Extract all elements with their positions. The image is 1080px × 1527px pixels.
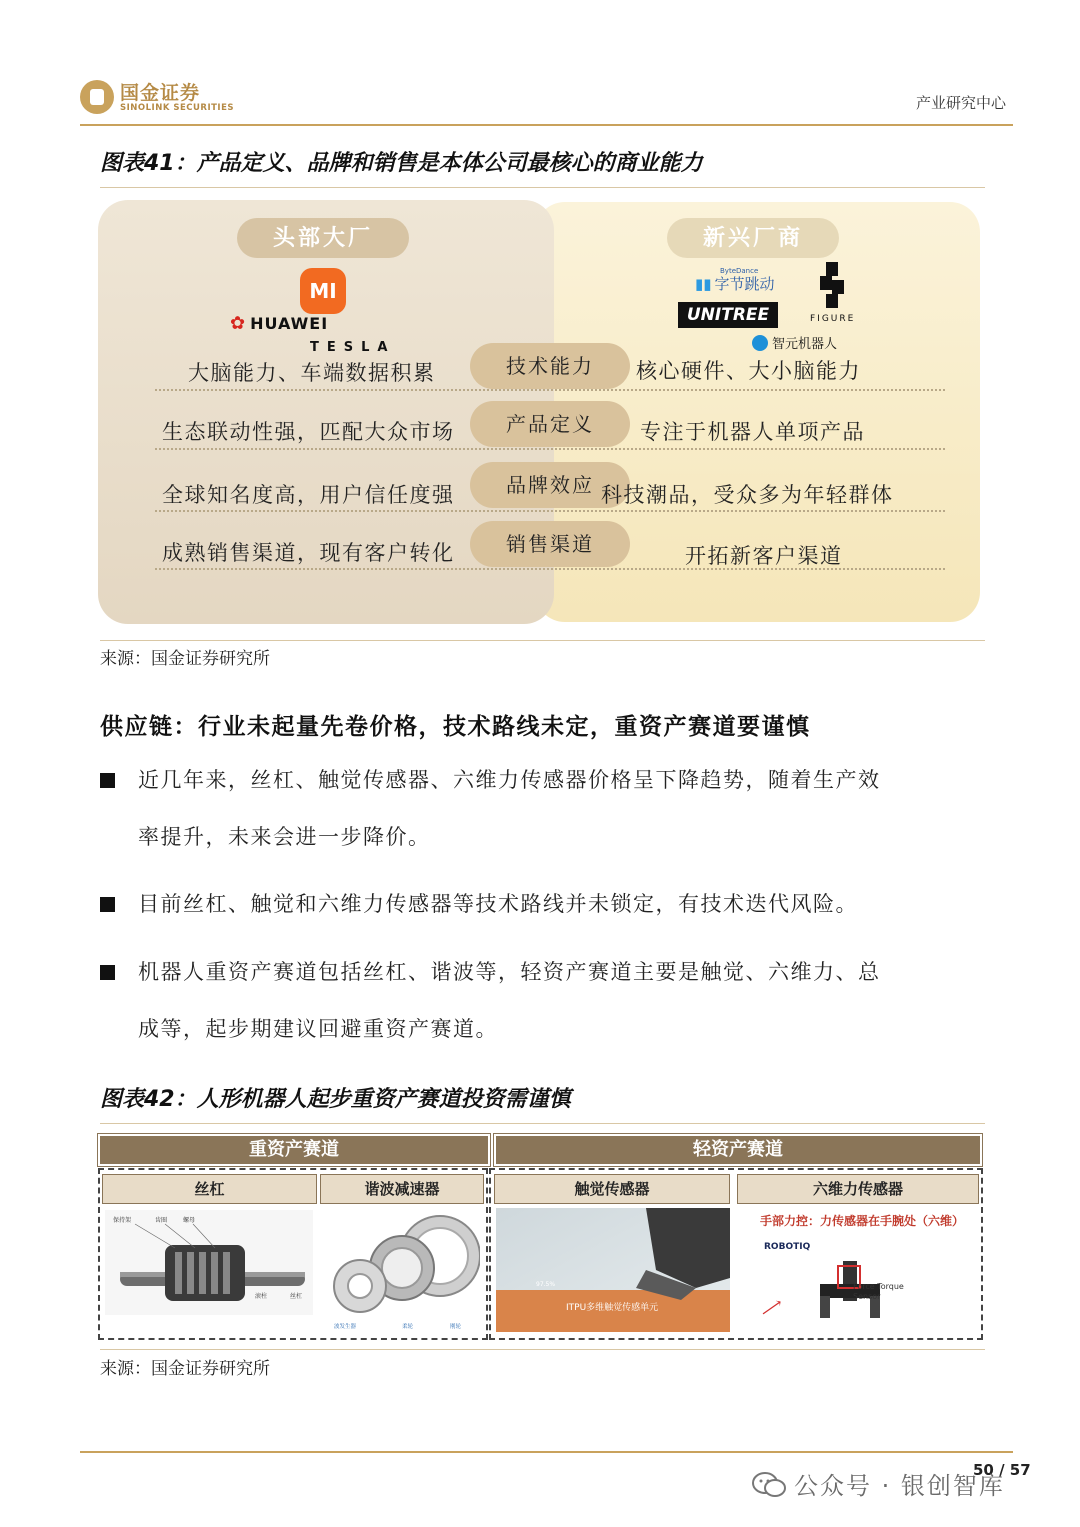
row3-new-text: 科技潮品，受众多为年轻群体 (601, 483, 894, 507)
figure-logo-text: FIGURE (810, 314, 856, 324)
huawei-flower-icon: ✿ (230, 313, 247, 334)
figure42-source: 来源：国金证券研究所 (100, 1359, 270, 1379)
bytedance-logo: ▮▮ 字节跳动 (695, 275, 775, 293)
page-number: 50 / 57 (973, 1461, 1031, 1479)
harmonic-label-circular-spline: 刚轮 (450, 1324, 462, 1330)
tactile-small-stat: 97.5% (536, 1281, 556, 1288)
harmonic-reducer-image (322, 1206, 480, 1332)
new-vendors-heading: 新兴厂商 (667, 218, 839, 258)
sinolink-logo-icon (80, 80, 114, 114)
robotiq-logo: ROBOTIQ (764, 1242, 811, 1252)
row-divider (155, 510, 945, 512)
wechat-icon (752, 1472, 786, 1498)
bullet3-paragraph: 机器人重资产赛道包括丝杠、谐波等，轻资产赛道主要是触觉、六维力、总 成等，起步期建议回避重资产赛道。 (138, 960, 881, 1041)
watermark: 公众号 · 银创智库 (752, 1466, 1005, 1501)
bytedance-bars-icon: ▮▮ (695, 275, 712, 293)
section-heading: 供应链：行业未起量先卷价格，技术路线未定，重资产赛道要谨慎 (100, 713, 811, 740)
row-divider (155, 448, 945, 450)
row2-new-text: 专注于机器人单项产品 (640, 420, 865, 444)
header-divider (80, 124, 1013, 126)
zhiyuan-mark-icon (752, 335, 768, 351)
logo-en-text: SINOLINK SECURITIES (120, 103, 235, 113)
screw-label-nut: 螺母 (183, 1217, 196, 1224)
row4-capability-pill: 销售渠道 (470, 521, 630, 567)
major-vendors-heading: 头部大厂 (237, 218, 409, 258)
header-department: 产业研究中心 (915, 94, 1006, 112)
bullet-square-icon (100, 897, 115, 912)
red-arrow-icon: ⟶ (756, 1293, 787, 1322)
col-harmonic-header: 谐波减速器 (320, 1174, 484, 1204)
force-title: 手部力控：力传感器在手腕处（六维） (760, 1214, 965, 1228)
row2-major-text: 生态联动性强，匹配大众市场 (162, 420, 455, 444)
figure42-top-rule (100, 1123, 985, 1124)
figure41-source: 来源：国金证券研究所 (100, 649, 270, 669)
row2-capability-pill: 产品定义 (470, 401, 630, 447)
figure42-title: 图表42：人形机器人起步重资产赛道投资需谨慎 (100, 1087, 571, 1112)
tactile-sensor-image (496, 1208, 730, 1332)
figure-logo-icon (820, 262, 844, 308)
bytedance-en-logo: ByteDance (720, 267, 759, 275)
row3-capability-pill: 品牌效应 (470, 462, 630, 508)
zhiyuan-logo: 智元机器人 (752, 333, 837, 352)
xiaomi-logo: MI (300, 268, 346, 314)
screw-label-cage: 保持架 (113, 1217, 132, 1224)
footer-divider (80, 1451, 1013, 1453)
bullet1-paragraph: 近几年来，丝杠、触觉传感器、六维力传感器价格呈下降趋势，随着生产效 率提升，未来会进一步降价。 (138, 768, 881, 849)
bullet-square-icon (100, 965, 115, 980)
huawei-logo: ✿ HUAWEI (230, 313, 329, 334)
col-tactile-header: 触觉传感器 (494, 1174, 730, 1204)
figure41-bottom-rule (100, 640, 985, 641)
figure41-top-rule (100, 187, 985, 188)
col-sixaxis-header: 六维力传感器 (737, 1174, 979, 1204)
figure41-title: 图表41：产品定义、品牌和销售是本体公司最核心的商业能力 (100, 151, 703, 176)
bullet-square-icon (100, 773, 115, 788)
force-torque-label: Force Torque Sensor (853, 1282, 904, 1301)
bullet2-paragraph: 目前丝杠、触觉和六维力传感器等技术路线并未锁定，有技术迭代风险。 (138, 892, 858, 916)
unitree-logo: UNITREE (678, 302, 778, 328)
screw-label-roller: 滚柱 (255, 1293, 268, 1300)
row4-new-text: 开拓新客户渠道 (685, 544, 843, 568)
row4-major-text: 成熟销售渠道，现有客户转化 (162, 541, 455, 565)
six-axis-sensor-image (738, 1206, 978, 1330)
row1-new-text: 核心硬件、大小脑能力 (636, 359, 861, 383)
heavy-asset-header: 重资产赛道 (98, 1134, 490, 1166)
tactile-caption: ITPU多维触觉传感单元 (566, 1303, 659, 1313)
tesla-logo: TESLA (310, 340, 396, 355)
screw-label-gear-ring: 齿圈 (155, 1217, 168, 1224)
row3-major-text: 全球知名度高，用户信任度强 (162, 483, 455, 507)
figure42-bottom-rule (100, 1349, 985, 1350)
harmonic-label-flexspline: 柔轮 (402, 1324, 414, 1330)
screw-label-shaft: 丝杠 (290, 1293, 303, 1300)
light-asset-header: 轻资产赛道 (494, 1134, 982, 1166)
row1-capability-pill: 技术能力 (470, 343, 630, 389)
harmonic-label-wave-generator: 波发生器 (334, 1324, 357, 1330)
logo-cn-text: 国金证券 (120, 82, 201, 104)
row-divider (155, 389, 945, 391)
row1-major-text: 大脑能力、车端数据积累 (188, 361, 436, 385)
col-screw-header: 丝杠 (102, 1174, 317, 1204)
ball-screw-image (105, 1210, 313, 1315)
